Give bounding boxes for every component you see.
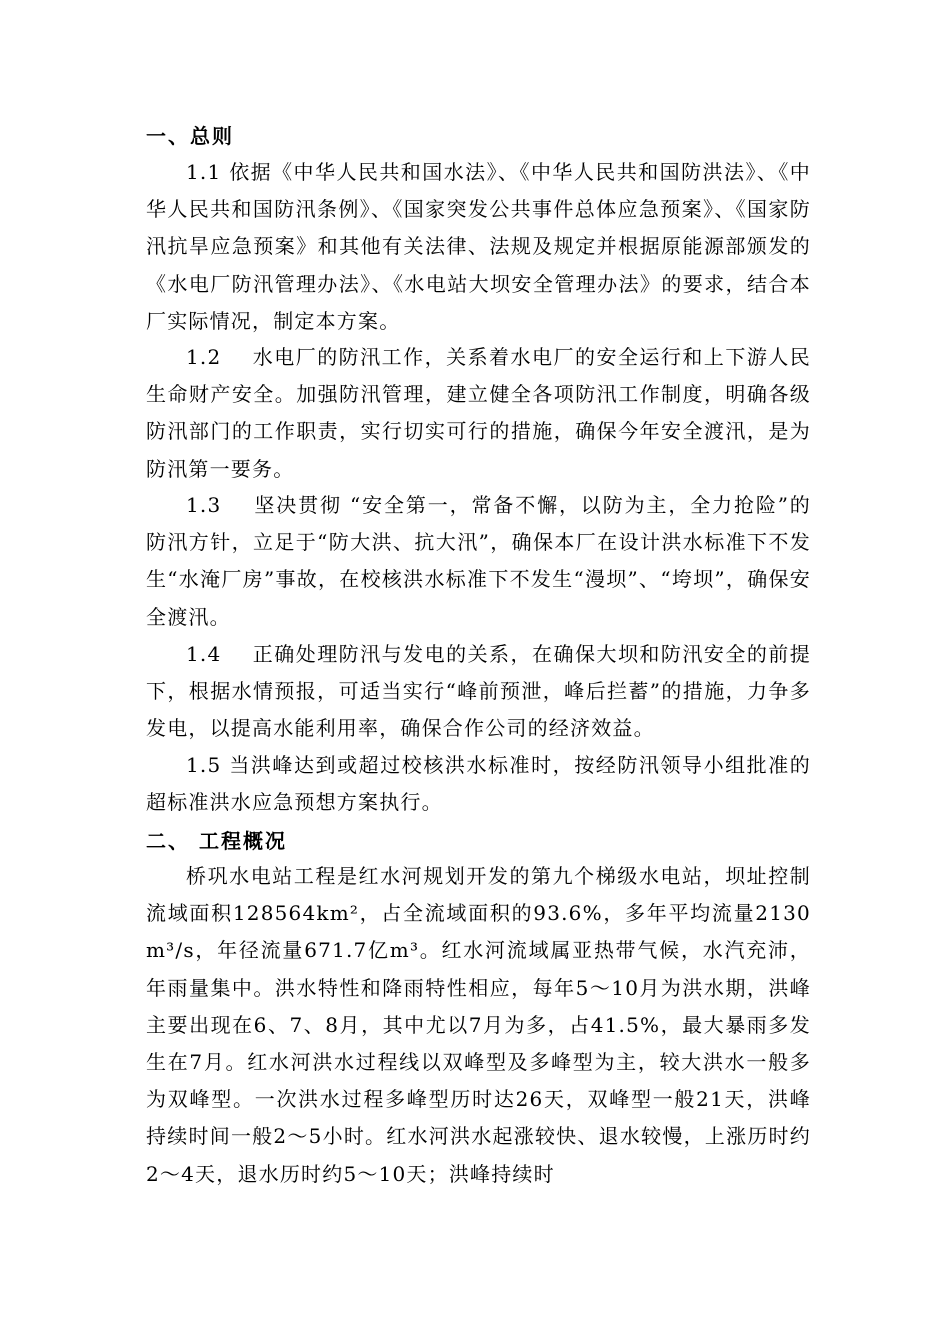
paragraph-1-3: 1.3 坚决贯彻 “安全第一，常备不懈，以防为主，全力抢险”的防汛方针，立足于“防大洪、抗大汛”，确保本厂在设计洪水标准下不发生“水淹厂房”事故，在校核洪水标准下不发生“漫坝”、“垮坝”，确保安全渡汛。 [146,493,811,629]
section-heading-overview: 二、 工程概况 [146,829,287,853]
paragraph-1-1: 1.1 依据《中华人民共和国水法》、《中华人民共和国防洪法》、《中华人民共和国防汛条例》、《国家突发公共事件总体应急预案》、《国家防汛抗旱应急预案》和其他有关法律、法规及规定并根据原能源部颁发的《水电厂防汛管理办法》、《水电站大坝安全管理办法》的要求，结合本厂实际情况，制定本方案。 [146,160,811,333]
section-heading-general: 一、总则 [146,124,234,148]
paragraph-overview: 桥巩水电站工程是红水河规划开发的第九个梯级水电站，坝址控制流域面积128564km²，占全流域面积的93.6%，多年平均流量2130 m³/s，年径流量671.7亿m³。红水河流域属亚热带气候，水汽充沛，年雨量集中。洪水特性和降雨特性相应，每年5～10月为洪水期，洪峰主要出现在6、7、8月，其中尤以7月为多，占41.5%，最大暴雨多发生在7月。红水河洪水过程线以双峰型及多峰型为主，较大洪水一般多为双峰型。一次洪水过程多峰型历时达26天，双峰型一般21天，洪峰持续时间一般2～5小时。红水河洪水起涨较快、退水较慢，上涨历时约2～4天，退水历时约5～10天；洪峰持续时 [146,864,819,1186]
paragraph-1-5: 1.5 当洪峰达到或超过校核洪水标准时，按经防汛领导小组批准的超标准洪水应急预想方案执行。 [146,753,811,815]
paragraph-1-2: 1.2 水电厂的防汛工作，关系着水电厂的安全运行和上下游人民生命财产安全。加强防汛管理，建立健全各项防汛工作制度，明确各级防汛部门的工作职责，实行切实可行的措施，确保今年安全渡汛，是为防汛第一要务。 [146,345,811,481]
paragraph-1-4: 1.4 正确处理防汛与发电的关系，在确保大坝和防汛安全的前提下，根据水情预报，可适当实行“峰前预泄，峰后拦蓄”的措施，力争多发电，以提高水能利用率，确保合作公司的经济效益。 [146,642,811,741]
